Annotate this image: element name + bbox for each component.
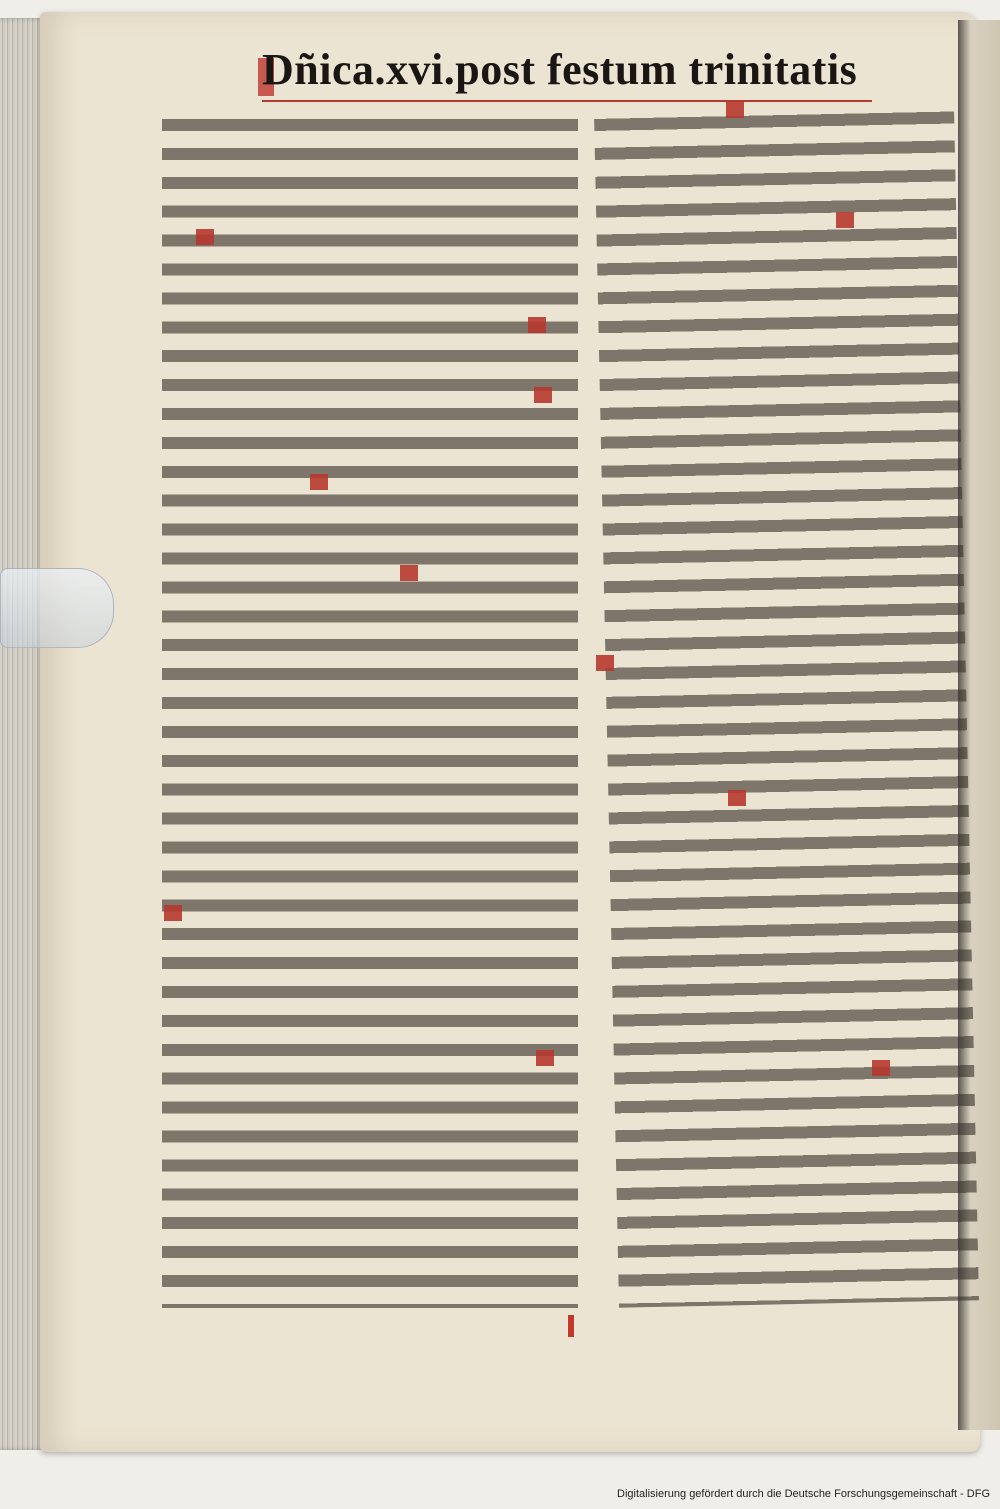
transparent-page-clip: [0, 568, 114, 648]
rubric-mark: [196, 229, 214, 245]
rubric-mark: [596, 655, 614, 671]
rubric-mark: [726, 102, 744, 118]
rubric-mark: [164, 905, 182, 921]
rubric-mark: [310, 474, 328, 490]
rubric-mark: [536, 1050, 554, 1066]
footer-credit: Digitalisierung gefördert durch die Deutsche Forschungsgemeinschaft - DFG: [617, 1488, 990, 1500]
text-column-left: [162, 112, 578, 1308]
rubric-mark: [400, 565, 418, 581]
rubric-mark: [728, 790, 746, 806]
text-column-right: [594, 104, 979, 1307]
rubric-mark: [836, 212, 854, 228]
rubric-mark: [528, 317, 546, 333]
red-bookmark-tip: [568, 1315, 574, 1337]
rubric-mark: [872, 1060, 890, 1076]
folio-number: [160, 84, 206, 102]
heading-red-rule: [262, 100, 872, 102]
rubric-mark: [534, 387, 552, 403]
page-heading: Dñica.xvi.post festum trinitatis: [262, 45, 858, 94]
